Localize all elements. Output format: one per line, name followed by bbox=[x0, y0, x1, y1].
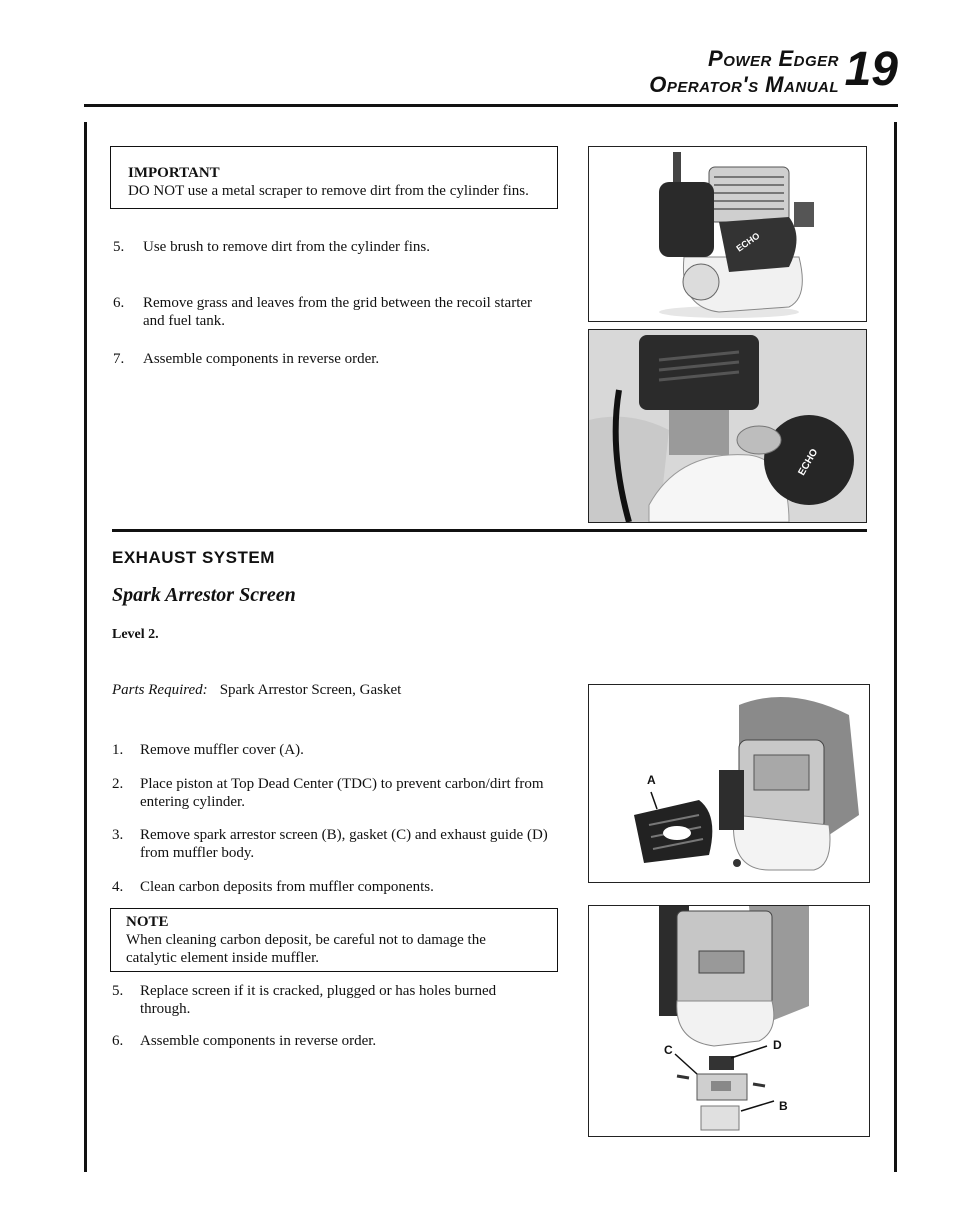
spark-arrestor-photo bbox=[588, 905, 870, 1137]
step-text: Remove muffler cover (A). bbox=[140, 742, 304, 758]
list-item bbox=[112, 775, 562, 811]
step-number: 6. bbox=[113, 295, 125, 311]
list-item bbox=[112, 982, 532, 1018]
page-number: 19 bbox=[844, 43, 898, 96]
step-text: Assemble components in reverse order. bbox=[140, 1033, 377, 1049]
level-label: Level 2. bbox=[112, 627, 159, 642]
section-rule bbox=[112, 529, 867, 532]
manual-title-line2: Operator's Manual bbox=[649, 72, 839, 97]
recoil-starter-illustration bbox=[589, 330, 866, 522]
muffler-cover-illustration bbox=[589, 685, 869, 882]
section-title: EXHAUST SYSTEM bbox=[112, 548, 275, 567]
note-title: NOTE bbox=[126, 914, 169, 930]
step-number: 6. bbox=[112, 1033, 124, 1049]
list-item bbox=[112, 878, 562, 896]
manual-title bbox=[649, 46, 839, 98]
step-text: Assemble components in reverse order. bbox=[143, 351, 380, 367]
parts-required bbox=[112, 682, 401, 699]
parts-required-label: Parts Required: bbox=[112, 682, 208, 698]
list-item bbox=[112, 826, 562, 862]
step-number: 4. bbox=[112, 879, 124, 895]
note-box bbox=[110, 908, 558, 972]
callout-a: A bbox=[647, 773, 656, 787]
step-text: Replace screen if it is cracked, plugged or has holes burned through. bbox=[140, 983, 497, 1017]
step-number: 5. bbox=[112, 983, 124, 999]
svg-text:ECHO: ECHO bbox=[796, 447, 821, 478]
list-item bbox=[113, 294, 553, 330]
step-number: 3. bbox=[112, 827, 124, 843]
parts-required-value: Spark Arrestor Screen, Gasket bbox=[219, 682, 402, 698]
list-item bbox=[113, 238, 553, 256]
subsection-title: Spark Arrestor Screen bbox=[112, 584, 296, 606]
step-text: Use brush to remove dirt from the cylinder fins. bbox=[143, 239, 431, 255]
left-margin-rule bbox=[84, 122, 87, 1172]
list-item bbox=[113, 350, 553, 368]
list-item bbox=[112, 741, 562, 759]
muffler-cover-photo bbox=[588, 684, 870, 883]
manual-title-line1: Power Edger bbox=[708, 46, 839, 71]
list-item bbox=[112, 1032, 532, 1050]
engine-photo bbox=[588, 146, 867, 322]
right-margin-rule bbox=[894, 122, 897, 1172]
svg-text:ECHO: ECHO bbox=[734, 230, 762, 254]
step-number: 2. bbox=[112, 776, 124, 792]
step-number: 7. bbox=[113, 351, 125, 367]
step-text: Remove spark arrestor screen (B), gasket (C) and exhaust guide (D) from muffler body. bbox=[140, 827, 548, 861]
callout-c: C bbox=[664, 1043, 673, 1057]
important-text: DO NOT use a metal scraper to remove dirt from the cylinder fins. bbox=[128, 183, 529, 199]
important-box bbox=[110, 146, 558, 209]
step-number: 1. bbox=[112, 742, 124, 758]
step-text: Remove grass and leaves from the grid between the recoil starter and fuel tank. bbox=[143, 295, 533, 329]
spark-arrestor-illustration bbox=[589, 906, 869, 1136]
header-rule bbox=[84, 104, 898, 107]
step-text: Place piston at Top Dead Center (TDC) to prevent carbon/dirt from entering cylinder. bbox=[140, 776, 544, 810]
recoil-starter-photo bbox=[588, 329, 867, 523]
step-number: 5. bbox=[113, 239, 125, 255]
note-text: When cleaning carbon deposit, be careful not to damage the catalytic element inside muffler. bbox=[126, 932, 486, 966]
important-title: IMPORTANT bbox=[128, 165, 220, 181]
engine-illustration bbox=[589, 147, 866, 321]
callout-b: B bbox=[779, 1099, 788, 1113]
callout-d: D bbox=[773, 1038, 782, 1052]
step-text: Clean carbon deposits from muffler components. bbox=[140, 879, 434, 895]
